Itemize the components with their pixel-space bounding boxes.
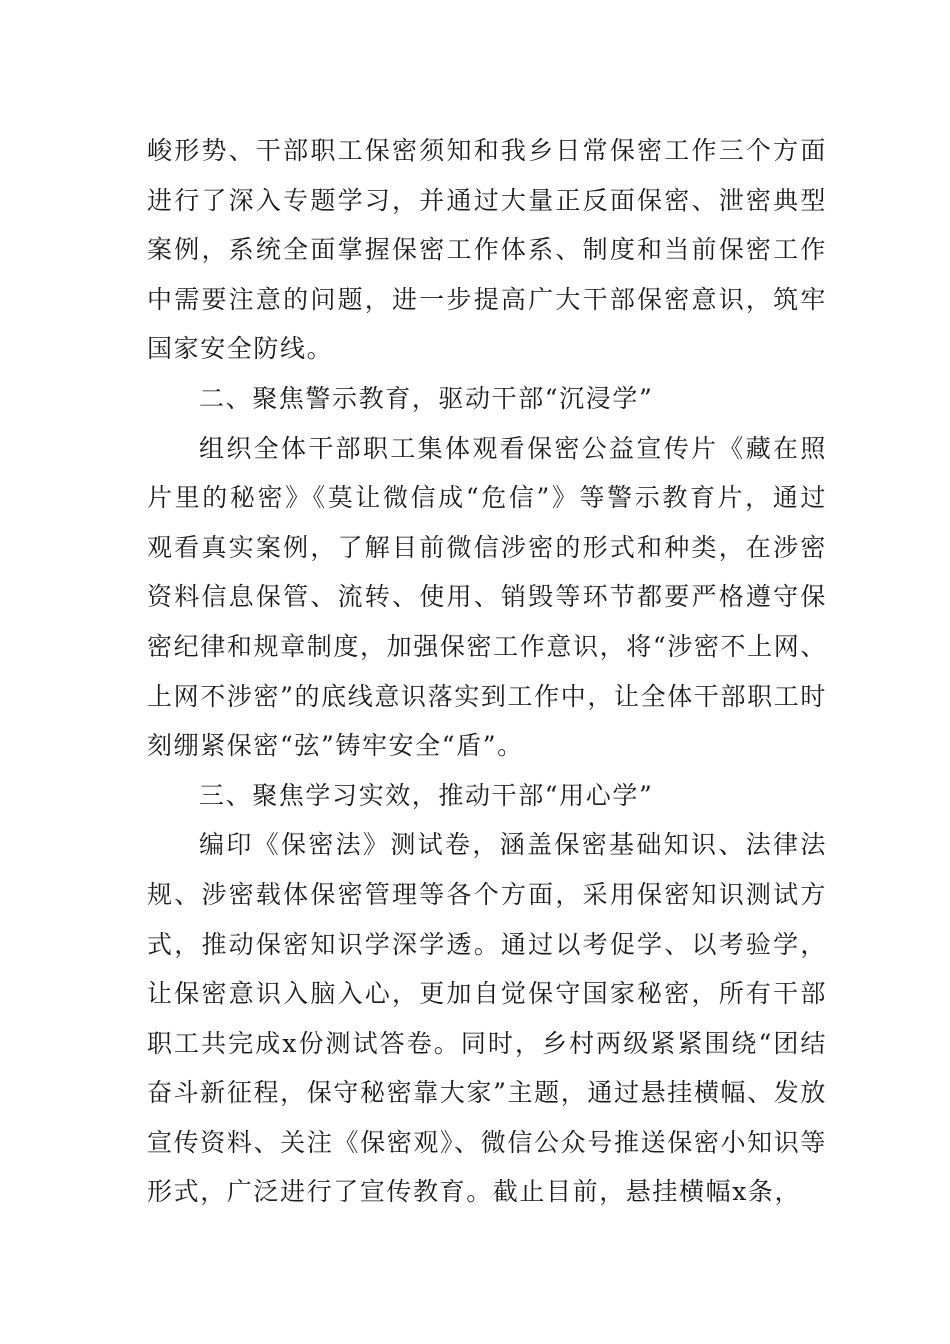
paragraph-warning-education: 组织全体干部职工集体观看保密公益宣传片《藏在照片里的秘密》《莫让微信成“危信”》等警示教育片，通过观看真实案例，了解目前微信涉密的形式和种类，在涉密资料信息保管、流转、使用、销毁等环节都要严格遵守保密纪律和规章制度，加强保密工作意识，将“涉密不上网、上网不涉密”的底线意识落实到工作中，让全体干部职工时刻绷紧保密“弦”铸牢安全“盾”。: [147, 433, 827, 761]
paragraph-continued: 峻形势、干部职工保密须知和我乡日常保密工作三个方面进行了深入专题学习，并通过大量正反面保密、泄密典型案例，系统全面掌握保密工作体系、制度和当前保密工作中需要注意的问题，进一步提高广大干部保密意识，筑牢国家安全防线。: [147, 136, 827, 364]
section-heading-3: 三、聚焦学习实效，推动干部“用心学”: [199, 780, 654, 810]
document-body: [147, 126, 827, 1217]
section-heading-2: 二、聚焦警示教育，驱动干部“沉浸学”: [199, 383, 654, 413]
paragraph-learning-results: 编印《保密法》测试卷，涵盖保密基础知识、法律法规、涉密载体保密管理等各个方面，采用保密知识测试方式，推动保密知识学深学透。通过以考促学、以考验学，让保密意识入脑入心，更加自觉保守国家秘密，所有干部职工共完成x份测试答卷。同时，乡村两级紧紧围绕“团结奋斗新征程，保守秘密靠大家”主题，通过悬挂横幅、发放宣传资料、关注《保密观》、微信公众号推送保密小知识等形式，广泛进行了宣传教育。截止目前，悬挂横幅x条，: [147, 830, 827, 1207]
